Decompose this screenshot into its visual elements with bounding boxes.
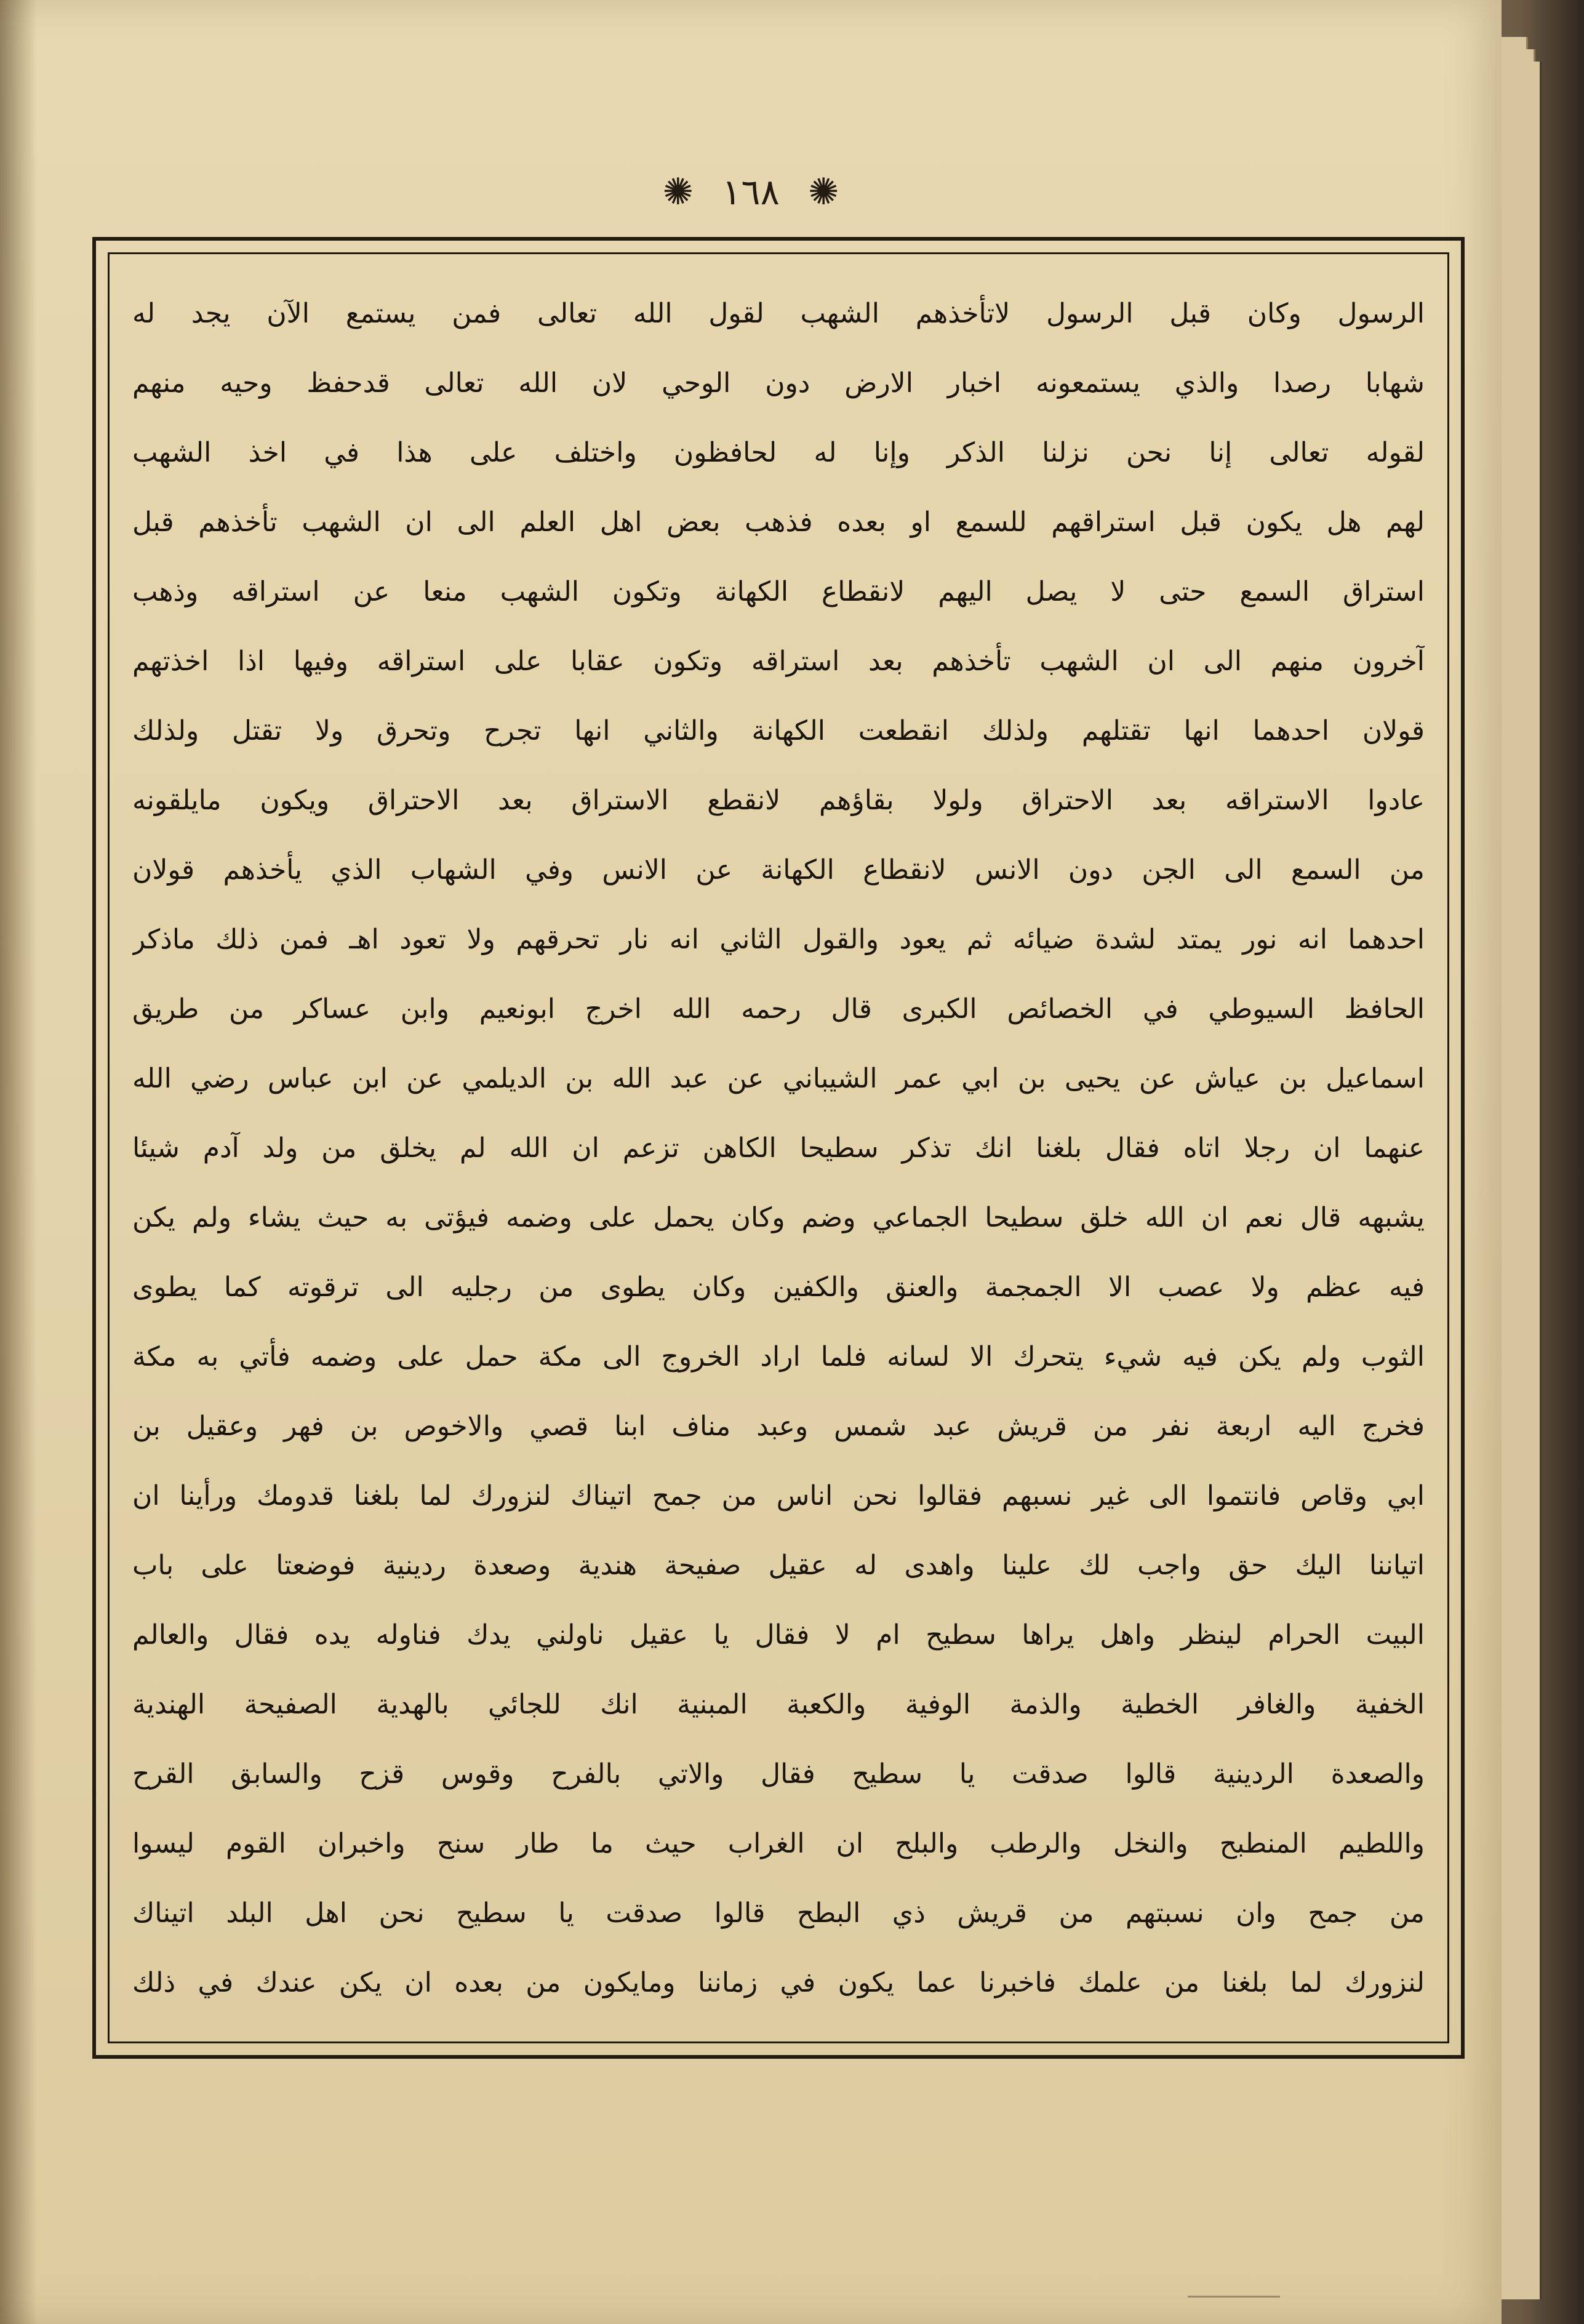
text-line: احدهما انه نور يمتد لشدة ضيائه ثم يعود والقول الثاني انه نار تحرقهم ولا تعود اهـ فمن ذلك ماذكر <box>132 924 1425 955</box>
text-line: لقوله تعالى إنا نحن نزلنا الذكر وإنا له لحافظون واختلف على هذا في اخذ الشهب <box>132 437 1425 468</box>
text-line: الرسول وكان قبل الرسول لاتأخذهم الشهب لقول الله تعالى فمن يستمع الآن يجد له <box>132 298 1425 329</box>
text-line: من السمع الى الجن دون الانس لانقطاع الكهانة عن الانس وفي الشهاب الذي يأخذهم قولان <box>132 854 1425 886</box>
text-line: عادوا الاستراقه بعد الاحتراق ولولا بقاؤهم لانقطع الاستراق بعد الاحتراق ويكون مايلقونه <box>132 785 1425 816</box>
text-line: آخرون منهم الى ان الشهب تأخذهم بعد استراقه وتكون عقابا على استراقه وفيها اذا اخذتهم <box>132 646 1425 677</box>
text-line: لهم هل يكون قبل استراقهم للسمع او بعده فذهب بعض اهل العلم الى ان الشهب تأخذهم قبل <box>132 507 1425 538</box>
text-line: الحافظ السيوطي في الخصائص الكبرى قال رحمه الله اخرج ابونعيم وابن عساكر من طريق <box>132 993 1425 1025</box>
text-line: استراق السمع حتى لا يصل اليهم لانقطاع الكهانة وتكون الشهب منعا عن استراقه وذهب <box>132 576 1425 607</box>
text-line: يشبهه قال نعم ان الله خلق سطيحا الجماعي وضم وكان يحمل على وضمه فيؤتى به حيث يشاء ولم يكن <box>132 1202 1425 1233</box>
page-header <box>0 166 1502 214</box>
text-line: اسماعيل بن عياش عن يحيى بن ابي عمر الشيباني عن عبد الله بن الديلمي عن ابن عباس رضي الله <box>132 1063 1425 1094</box>
page-number: ١٦٨ <box>722 170 780 213</box>
body-text <box>132 283 1425 2025</box>
text-line: فخرج اليه اربعة نفر من قريش عبد شمس وعبد مناف ابنا قصي والاخوص بن فهر وعقيل بن <box>132 1411 1425 1442</box>
bottom-mark <box>1188 2277 1280 2298</box>
text-line: الخفية والغافر الخطية والذمة الوفية والكعبة المبنية انك للجائي بالهدية الصفيحة الهندية <box>132 1689 1425 1720</box>
page-edge-3 <box>1525 62 1542 2299</box>
text-line: لنزورك لما بلغنا من علمك فاخبرنا عما يكون في زماننا ومايكون من بعده ان يكن عندك في ذلك <box>132 1967 1425 1998</box>
text-line: شهابا رصدا والذي يستمعونه اخبار الارض دون الوحي لان الله تعالى قدحفظ وحيه منهم <box>132 367 1425 399</box>
text-line: واللطيم المنطبح والنخل والرطب والبلح ان الغراب حيث ما طار سنح واخبران القوم ليسوا <box>132 1828 1425 1859</box>
text-line: ابي وقاص فانتموا الى غير نسبهم فقالوا نحن اناس من جمح اتيناك لنزورك لما بلغنا قدومك ورأينا ان <box>132 1480 1425 1512</box>
text-line: اتياننا اليك حق واجب لك علينا واهدى له عقيل صفيحة هندية وصعدة ردينية فوضعتا على باب <box>132 1550 1425 1581</box>
text-line: الثوب ولم يكن فيه شيء يتحرك الا لسانه فلما اراد الخروج الى مكة حمل على وضمه فأتي به مكة <box>132 1341 1425 1372</box>
text-line: قولان احدهما انها تقتلهم ولذلك انقطعت الكهانة والثاني انها تجرح وتحرق ولا تقتل ولذلك <box>132 715 1425 747</box>
text-line: والصعدة الردينية قالوا صدقت يا سطيح فقال والاتي بالفرح وقوس قزح والسابق القرح <box>132 1758 1425 1790</box>
text-line: فيه عظم ولا عصب الا الجمجمة والعنق والكفين وكان يطوى من رجليه الى ترقوته كما يطوى <box>132 1272 1425 1303</box>
star-ornament-icon: ✺ <box>808 170 839 214</box>
star-ornament-icon: ✺ <box>662 170 694 214</box>
text-line: البيت الحرام لينظر واهل يراها سطيح ام لا فقال يا عقيل ناولني يدك فناوله يده فقال والعالم <box>132 1619 1425 1651</box>
gutter-shadow <box>0 0 37 2324</box>
text-line: عنهما ان رجلا اتاه فقال بلغنا انك تذكر سطيحا الكاهن تزعم ان الله لم يخلق من ولد آدم شيئا <box>132 1132 1425 1164</box>
text-line: من جمح وان نسبتهم من قريش ذي البطح قالوا صدقت يا سطيح نحن اهل البلد اتيناك <box>132 1897 1425 1929</box>
